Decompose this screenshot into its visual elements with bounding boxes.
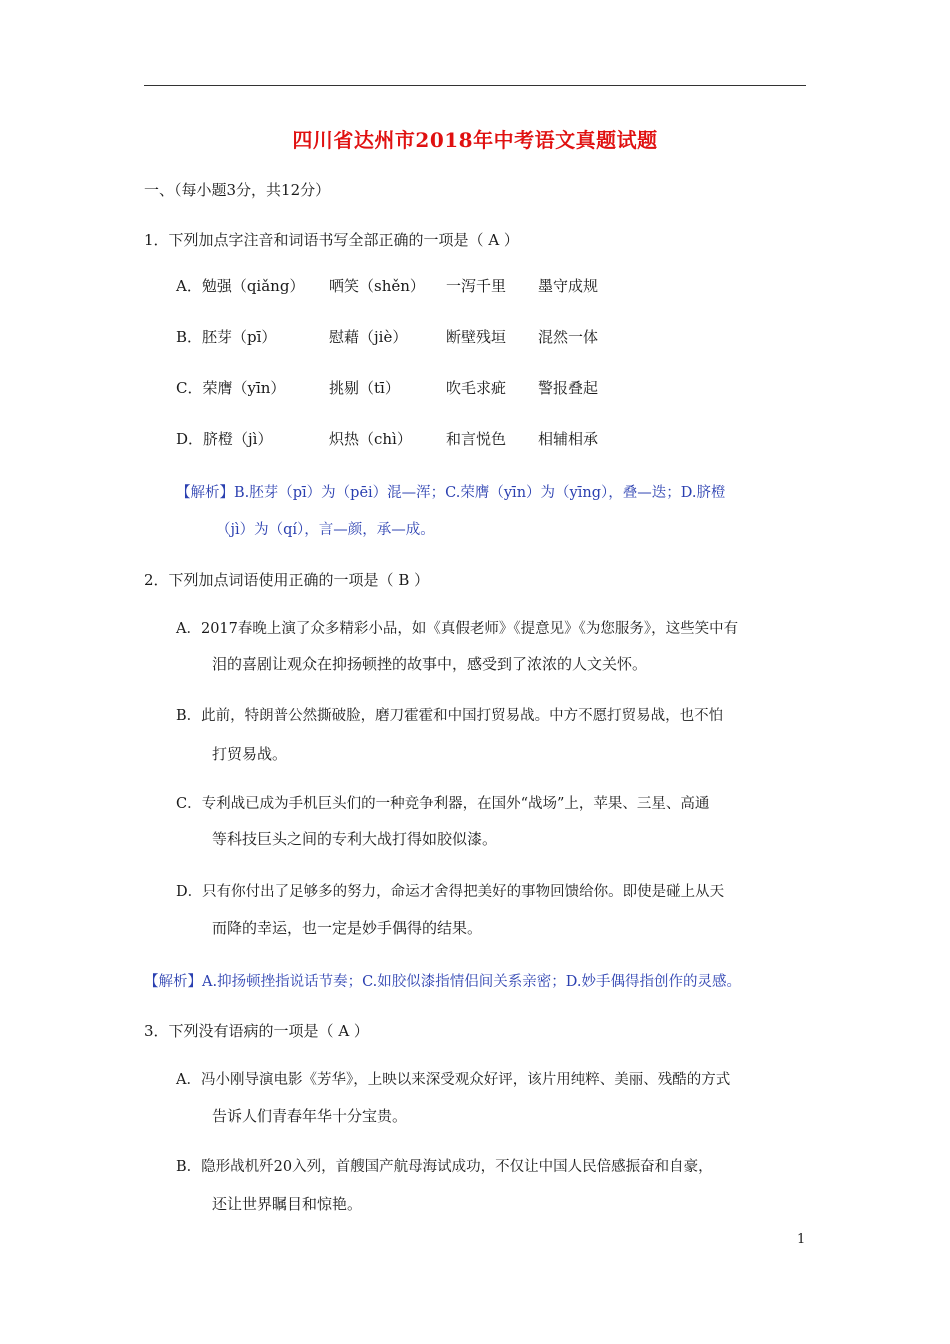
q1-option-a-col2: 哂笑（shěn） [329, 277, 425, 295]
question-1-stem: 1．下列加点字注音和词语书写全部正确的一项是（ A ） [144, 231, 519, 249]
q2-option-a-line-1: A．2017春晚上演了众多精彩小品，如《真假老师》《提意见》《为您服务》，这些笑中有 [176, 621, 739, 637]
q2-option-d-line-1: D．只有你付出了足够多的努力，命运才舍得把美好的事物回馈给你。即使是碰上从天 [176, 884, 725, 900]
q1-option-d-col3: 和言悦色 [446, 430, 507, 448]
q1-option-b-col4: 混然一体 [538, 328, 599, 346]
q1-option-c-col4: 警报叠起 [538, 379, 599, 397]
q1-option-c-col2: 挑剔（tī） [329, 379, 400, 397]
q2-option-d-line-2: 而降的幸运，也一定是妙手偶得的结果。 [212, 919, 483, 937]
q2-option-a-line-2: 泪的喜剧让观众在抑扬顿挫的故事中，感受到了浓浓的人文关怀。 [212, 655, 648, 673]
header-rule [144, 85, 806, 86]
q1-option-b-col1: B．胚芽（pī） [176, 328, 277, 346]
q1-option-d-col4: 相辅相承 [538, 430, 599, 448]
page-title: 四川省达州市2018年中考语文真题试题 [292, 128, 658, 152]
q1-option-a-col3: 一泻千里 [446, 277, 507, 295]
q1-option-d-col2: 炽热（chì） [329, 430, 412, 448]
section-heading: 一、（每小题3分，共12分） [144, 181, 331, 199]
q2-option-b-line-1: B．此前，特朗普公然撕破脸，磨刀霍霍和中国打贸易战。中方不愿打贸易战，也不怕 [176, 708, 724, 724]
q3-option-a-line-1: A．冯小刚导演电影《芳华》，上映以来深受观众好评，该片用纯粹、美丽、残酷的方式 [176, 1072, 731, 1088]
question-1-analysis-line-1: 【解析】B.胚芽（pī）为（pēi）混—浑；C.荣膺（yīn）为（yīng），叠—迭；D.脐橙 [176, 485, 726, 501]
q1-option-a-col1: A．勉强（qiǎng） [176, 277, 305, 295]
q1-option-b-col2: 慰藉（jiè） [329, 328, 408, 346]
question-1-analysis-line-2: （jì）为（qí），言—颜，承—成。 [216, 522, 435, 538]
q1-option-a-col4: 墨守成规 [538, 277, 599, 295]
q1-option-b-col3: 断壁残垣 [446, 328, 507, 346]
question-3-stem: 3．下列没有语病的一项是（ A ） [144, 1022, 369, 1040]
q1-option-d-col1: D．脐橙（jì） [176, 430, 273, 448]
q2-option-c-line-1: C．专利战已成为手机巨头们的一种竞争利器，在国外“战场”上，苹果、三星、高通 [176, 796, 710, 812]
q3-option-b-line-2: 还让世界瞩目和惊艳。 [212, 1195, 363, 1213]
page-number: 1 [797, 1232, 806, 1247]
q1-option-c-col1: C．荣膺（yīn） [176, 379, 286, 397]
question-2-analysis: 【解析】A.抑扬顿挫指说话节奏；C.如胶似漆指情侣间关系亲密；D.妙手偶得指创作的灵感。 [144, 974, 741, 990]
question-2-stem: 2．下列加点词语使用正确的一项是（ B ） [144, 571, 430, 589]
q2-option-b-line-2: 打贸易战。 [212, 745, 288, 763]
q1-option-c-col3: 吹毛求疵 [446, 379, 507, 397]
q3-option-a-line-2: 告诉人们青春年华十分宝贵。 [212, 1107, 408, 1125]
q2-option-c-line-2: 等科技巨头之间的专利大战打得如胶似漆。 [212, 830, 498, 848]
q3-option-b-line-1: B．隐形战机歼20入列，首艘国产航母海试成功，不仅让中国人民倍感振奋和自豪， [176, 1159, 713, 1175]
